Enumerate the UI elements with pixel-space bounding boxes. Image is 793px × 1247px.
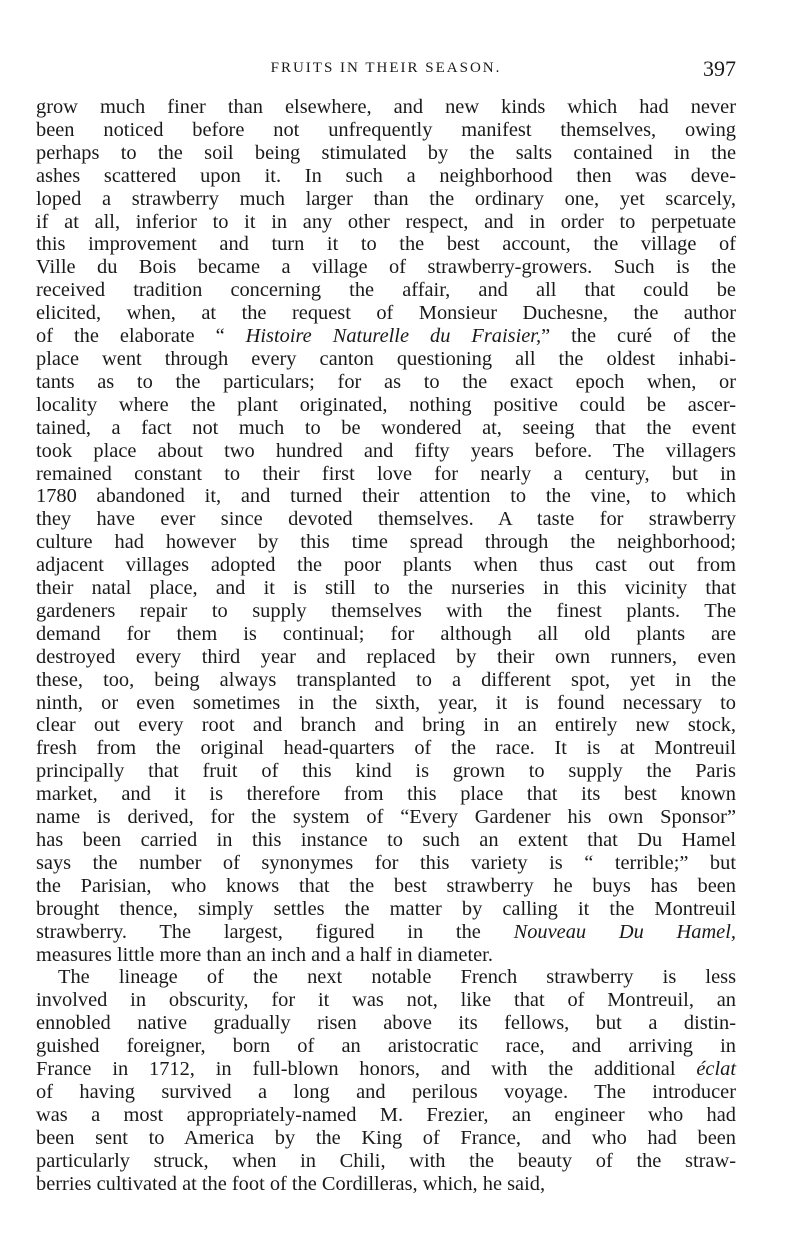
text-line: was a most appropriately-named M. Frezier, an engineer who had [36, 1103, 736, 1126]
paragraph [36, 966, 736, 1195]
text-line: of having survived a long and perilous voyage. The introducer [36, 1080, 736, 1103]
text-line: brought thence, simply settles the matter by calling it the Montreuil [36, 897, 736, 920]
text-line: The lineage of the next notable French strawberry is less [58, 966, 736, 989]
text-line: has been carried in this instance to such an extent that Du Hamel [36, 829, 736, 851]
text-line: Ville du Bois became a village of strawberry-growers. Such is the [36, 256, 736, 279]
text-line: took place about two hundred and fifty years before. The villagers [36, 439, 736, 462]
paragraph [36, 96, 736, 966]
text-line: grow much finer than elsewhere, and new kinds which had never [36, 96, 736, 118]
body-text [36, 96, 736, 1196]
text-line: loped a strawberry much larger than the ordinary one, yet scarcely, [36, 187, 736, 210]
page-number: 397 [703, 56, 736, 81]
text-line: if at all, inferior to it in any other respect, and in order to perpetuate [36, 210, 736, 233]
text-line: of the elaborate “ Histoire Naturelle du Fraisier,” the curé of the [36, 325, 736, 348]
text-line: ninth, or even sometimes in the sixth, year, it is found necessary to [36, 691, 736, 714]
text-line: principally that fruit of this kind is grown to supply the Paris [36, 760, 736, 783]
text-line: demand for them is continual; for although all old plants are [36, 622, 736, 645]
text-line: their natal place, and it is still to the nurseries in this vicinity that [36, 577, 736, 600]
text-line: this improvement and turn it to the best account, the village of [36, 233, 736, 256]
text-line: strawberry. The largest, figured in the Nouveau Du Hamel, [36, 920, 736, 943]
text-line: perhaps to the soil being stimulated by the salts contained in the [36, 141, 736, 164]
text-line: berries cultivated at the foot of the Cordilleras, which, he said, [36, 1172, 546, 1195]
text-line: locality where the plant originated, nothing positive could be ascer- [36, 393, 736, 416]
text-line: these, too, being always transplanted to a different spot, yet in the [36, 668, 736, 691]
text-line: ashes scattered upon it. In such a neighborhood then was deve- [36, 164, 736, 187]
text-line: adjacent villages adopted the poor plants when thus cast out from [36, 554, 736, 577]
text-line: been noticed before not unfrequently manifest themselves, owing [36, 118, 736, 141]
text-line: fresh from the original head-quarters of the race. It is at Montreuil [36, 737, 736, 760]
text-line: been sent to America by the King of France, and who had been [36, 1126, 736, 1149]
text-line: measures little more than an inch and a half in diameter. [36, 943, 493, 966]
text-line: clear out every root and branch and bring in an entirely new stock, [36, 714, 736, 737]
text-line: culture had however by this time spread through the neighborhood; [36, 531, 736, 554]
text-line: elicited, when, at the request of Monsieur Duchesne, the author [36, 302, 736, 325]
text-line: they have ever since devoted themselves. A taste for strawberry [36, 508, 736, 531]
text-line: involved in obscurity, for it was not, like that of Montreuil, an [36, 989, 736, 1012]
text-line: received tradition concerning the affair, and all that could be [36, 279, 736, 302]
text-line: says the number of synonymes for this variety is “ terrible;” but [36, 851, 736, 874]
running-head: FRUITS IN THEIR SEASON. [270, 60, 502, 76]
text-line: destroyed every third year and replaced by their own runners, even [36, 645, 736, 668]
text-line: 1780 abandoned it, and turned their attention to the vine, to which [36, 485, 736, 508]
text-line: remained constant to their first love for nearly a century, but in [36, 462, 736, 485]
text-line: place went through every canton questioning all the oldest inhabi- [36, 347, 736, 370]
text-line: name is derived, for the system of “Every Gardener his own Sponsor” [36, 806, 736, 829]
text-line: tants as to the particulars; for as to the exact epoch when, or [36, 370, 736, 393]
text-line: guished foreigner, born of an aristocratic race, and arriving in [36, 1035, 736, 1058]
text-line: France in 1712, in full-blown honors, and with the additional éclat [36, 1058, 736, 1081]
text-line: tained, a fact not much to be wondered at, seeing that the event [36, 416, 736, 439]
page-header [36, 56, 736, 84]
text-line: gardeners repair to supply themselves with the finest plants. The [36, 599, 736, 622]
text-line: particularly struck, when in Chili, with the beauty of the straw- [36, 1149, 736, 1172]
text-line: market, and it is therefore from this place that its best known [36, 783, 736, 806]
text-line: ennobled native gradually risen above its fellows, but a distin- [36, 1012, 736, 1035]
text-line: the Parisian, who knows that the best strawberry he buys has been [36, 874, 736, 897]
